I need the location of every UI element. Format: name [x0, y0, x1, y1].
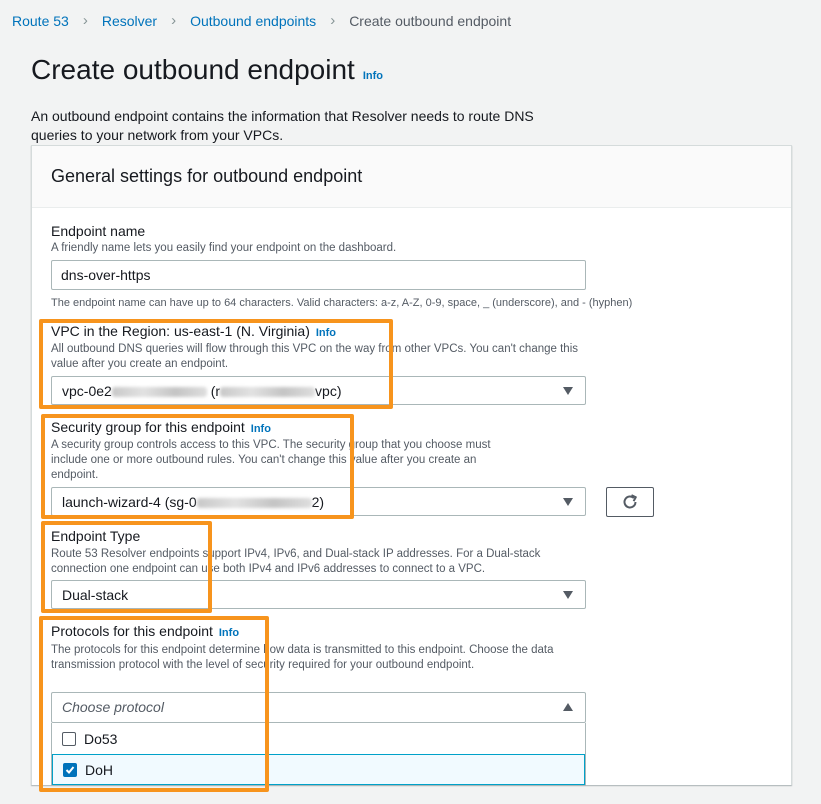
endpoint-name-description: A friendly name lets you easily find your endpoint on the dashboard. [51, 242, 397, 254]
vpc-description: All outbound DNS queries will flow through this VPC on the way from other VPCs. You can't change this value after you create an endpoint. [51, 343, 579, 370]
page-info-link[interactable]: Info [362, 70, 383, 82]
endpoint-type-description: Route 53 Resolver endpoints support IPv4, IPv6, and Dual-stack IP addresses. For a Dual-stack connection one endpoint can use both IPv4 and IPv6 addresses to connect to a VPC. [51, 548, 541, 575]
vpc-value-prefix: vpc-0e2 [62, 383, 112, 399]
protocols-description: The protocols for this endpoint determine how data is transmitted to this endpoint. Choose the data transmission protocol with the level of security required for your outbound endpoint. [51, 644, 554, 671]
vpc-info-link[interactable]: Info [315, 327, 337, 339]
endpoint-name-label-text: Endpoint name [51, 223, 146, 239]
redacted-vpc-id [112, 387, 207, 397]
vpc-value-middle: (r [210, 383, 221, 399]
redacted-sg-id [197, 498, 312, 508]
endpoint-name-label [51, 223, 145, 239]
panel-header [32, 146, 791, 208]
checkbox-checked-icon[interactable] [63, 763, 77, 777]
security-group-description: A security group controls access to this VPC. The security group that you choose must include one or more outbound rules. You can't change this value after you create an endpoint. [51, 439, 491, 481]
security-group-label-text: Security group for this endpoint [51, 419, 245, 435]
protocol-option-do53[interactable] [52, 723, 585, 754]
security-group-info-link[interactable]: Info [250, 423, 271, 435]
protocols-info-link[interactable]: Info [218, 627, 240, 639]
breadcrumb-route53[interactable]: Route 53 [12, 12, 69, 29]
protocols-placeholder: Choose protocol [62, 699, 164, 715]
vpc-value-suffix: vpc) [315, 383, 342, 399]
breadcrumb-outbound-endpoints[interactable]: Outbound endpoints [190, 12, 317, 29]
endpoint-type-select[interactable] [51, 580, 586, 609]
caret-down-icon [563, 387, 573, 395]
chevron-right-icon: › [171, 12, 177, 29]
security-group-value-suffix: 2) [311, 494, 325, 510]
refresh-security-groups-button[interactable] [606, 487, 654, 517]
vpc-label-text: VPC in the Region: us-east-1 (N. Virginia) [51, 323, 310, 339]
protocols-dropdown-list [51, 723, 586, 786]
vpc-label [51, 323, 336, 339]
endpoint-type-value: Dual-stack [62, 587, 129, 603]
refresh-icon [621, 493, 639, 511]
security-group-value-prefix: launch-wizard-4 (sg-0 [62, 494, 197, 510]
endpoint-type-label-text: Endpoint Type [51, 528, 141, 544]
protocols-label-text: Protocols for this endpoint [51, 623, 213, 639]
endpoint-name-input[interactable] [51, 260, 586, 290]
chevron-right-icon: › [82, 12, 88, 29]
breadcrumb-current: Create outbound endpoint [349, 12, 512, 29]
page-description: An outbound endpoint contains the information that Resolver needs to route DNS queries to your network from your VPCs. [31, 108, 534, 143]
caret-down-icon [563, 498, 573, 506]
protocols-select[interactable] [51, 692, 586, 723]
breadcrumb [12, 12, 511, 29]
protocol-option-label: Do53 [84, 730, 118, 747]
security-group-select[interactable] [51, 487, 586, 516]
vpc-select[interactable] [51, 376, 586, 405]
security-group-label [51, 419, 271, 435]
endpoint-type-label [51, 528, 140, 544]
caret-down-icon [563, 591, 573, 599]
chevron-right-icon: › [330, 12, 336, 29]
redacted-vpc-name [220, 387, 315, 397]
protocols-label [51, 623, 239, 639]
checkbox-unchecked-icon[interactable] [62, 732, 76, 746]
page-title [31, 54, 383, 86]
breadcrumb-resolver[interactable]: Resolver [101, 12, 158, 29]
protocol-option-doh[interactable] [52, 754, 585, 785]
caret-up-icon [563, 703, 573, 711]
page-title-text: Create outbound endpoint [31, 54, 355, 85]
panel-title: General settings for outbound endpoint [51, 166, 363, 186]
endpoint-name-constraint: The endpoint name can have up to 64 characters. Valid characters: a-z, A-Z, 0-9, space, _ (underscore), and - (hyphen) [51, 297, 633, 309]
protocol-option-label: DoH [85, 761, 114, 778]
checkmark-icon [65, 765, 75, 775]
